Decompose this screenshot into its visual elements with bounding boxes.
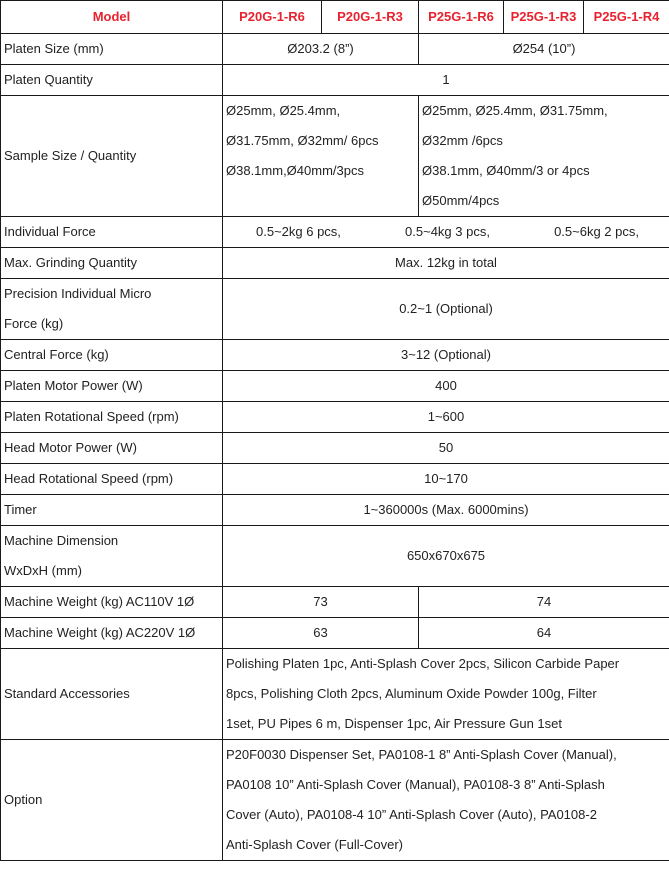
individual-force-value: 0.5~6kg 2 pcs,: [554, 224, 639, 239]
dimension-value: 650x670x675: [223, 526, 669, 587]
central-force-label: Central Force (kg): [1, 340, 223, 371]
accessories-line: 8pcs, Polishing Cloth 2pcs, Aluminum Oxide Powder 100g, Filter: [226, 686, 597, 701]
row-sample-size: [1, 96, 669, 217]
individual-force-label: Individual Force: [1, 217, 223, 248]
sample-size-p20-line: Ø25mm, Ø25.4mm,: [226, 103, 341, 118]
model-p25g-1-r6: P25G-1-R6: [419, 1, 504, 34]
platen-speed-value: 1~600: [223, 402, 669, 433]
model-p20g-1-r3: P20G-1-R3: [322, 1, 419, 34]
weight-220-p20: 63: [223, 618, 419, 649]
platen-quantity-label: Platen Quantity: [1, 65, 223, 96]
central-force-value: 3~12 (Optional): [223, 340, 669, 371]
row-central-force: [1, 340, 669, 371]
sample-size-p25-line: Ø32mm /6pcs: [422, 133, 503, 148]
row-platen-size: [1, 34, 669, 65]
row-timer: [1, 495, 669, 526]
model-p25g-1-r3: P25G-1-R3: [504, 1, 584, 34]
row-weight-220: [1, 618, 669, 649]
row-individual-force: [1, 217, 669, 248]
row-accessories: [1, 649, 669, 740]
individual-force-values: [223, 217, 669, 248]
precision-force-label: [1, 279, 223, 340]
dimension-label-line: Machine Dimension: [4, 533, 119, 548]
precision-force-label-line: Precision Individual Micro: [4, 286, 152, 301]
weight-110-p25: 74: [419, 587, 669, 618]
platen-speed-label: Platen Rotational Speed (rpm): [1, 402, 223, 433]
platen-motor-value: 400: [223, 371, 669, 402]
model-p25g-1-r4: P25G-1-R4: [584, 1, 669, 34]
option-line: Anti-Splash Cover (Full-Cover): [226, 837, 403, 852]
max-grinding-value: Max. 12kg in total: [223, 248, 669, 279]
head-speed-value: 10~170: [223, 464, 669, 495]
option-line: Cover (Auto), PA0108-4 10” Anti-Splash Cover (Auto), PA0108-2: [226, 807, 597, 822]
sample-size-p20-line: Ø31.75mm, Ø32mm/ 6pcs: [226, 133, 379, 148]
weight-220-p25: 64: [419, 618, 669, 649]
row-head-speed: [1, 464, 669, 495]
platen-size-p25: Ø254 (10”): [419, 34, 669, 65]
dimension-label: [1, 526, 223, 587]
sample-size-p20-line: Ø38.1mm,Ø40mm/3pcs: [226, 163, 364, 178]
option-value: [223, 740, 669, 861]
model-p20g-1-r6: P20G-1-R6: [223, 1, 322, 34]
dimension-label-line: WxDxH (mm): [4, 563, 82, 578]
header-row: [1, 1, 669, 34]
weight-220-label: Machine Weight (kg) AC220V 1Ø: [1, 618, 223, 649]
row-precision-force: [1, 279, 669, 340]
sample-size-p25: [419, 96, 669, 217]
model-header: Model: [1, 1, 223, 34]
accessories-line: Polishing Platen 1pc, Anti-Splash Cover 2pcs, Silicon Carbide Paper: [226, 656, 620, 671]
weight-110-p20: 73: [223, 587, 419, 618]
accessories-line: 1set, PU Pipes 6 m, Dispenser 1pc, Air Pressure Gun 1set: [226, 716, 562, 731]
accessories-label: Standard Accessories: [1, 649, 223, 740]
sample-size-label: Sample Size / Quantity: [1, 96, 223, 217]
head-motor-label: Head Motor Power (W): [1, 433, 223, 464]
weight-110-label: Machine Weight (kg) AC110V 1Ø: [1, 587, 223, 618]
sample-size-p20: [223, 96, 419, 217]
accessories-value: [223, 649, 669, 740]
row-platen-speed: [1, 402, 669, 433]
timer-label: Timer: [1, 495, 223, 526]
platen-motor-label: Platen Motor Power (W): [1, 371, 223, 402]
option-line: PA0108 10” Anti-Splash Cover (Manual), PA0108-3 8” Anti-Splash: [226, 777, 605, 792]
head-motor-value: 50: [223, 433, 669, 464]
option-line: P20F0030 Dispenser Set, PA0108-1 8” Anti-Splash Cover (Manual),: [226, 747, 617, 762]
individual-force-value: 0.5~2kg 6 pcs,: [256, 224, 341, 239]
row-platen-quantity: [1, 65, 669, 96]
platen-quantity-value: 1: [223, 65, 669, 96]
platen-size-p20: Ø203.2 (8”): [223, 34, 419, 65]
sample-size-p25-line: Ø50mm/4pcs: [422, 193, 500, 208]
row-platen-motor: [1, 371, 669, 402]
head-speed-label: Head Rotational Speed (rpm): [1, 464, 223, 495]
sample-size-p25-line: Ø38.1mm, Ø40mm/3 or 4pcs: [422, 163, 590, 178]
sample-size-p25-line: Ø25mm, Ø25.4mm, Ø31.75mm,: [422, 103, 608, 118]
platen-size-label: Platen Size (mm): [1, 34, 223, 65]
max-grinding-label: Max. Grinding Quantity: [1, 248, 223, 279]
precision-force-label-line: Force (kg): [4, 316, 64, 331]
row-dimension: [1, 526, 669, 587]
precision-force-value: 0.2~1 (Optional): [223, 279, 669, 340]
option-label: Option: [1, 740, 223, 861]
timer-value: 1~360000s (Max. 6000mins): [223, 495, 669, 526]
row-option: [1, 740, 669, 861]
row-weight-110: [1, 587, 669, 618]
row-head-motor: [1, 433, 669, 464]
individual-force-value: 0.5~4kg 3 pcs,: [405, 224, 490, 239]
row-max-grinding: [1, 248, 669, 279]
